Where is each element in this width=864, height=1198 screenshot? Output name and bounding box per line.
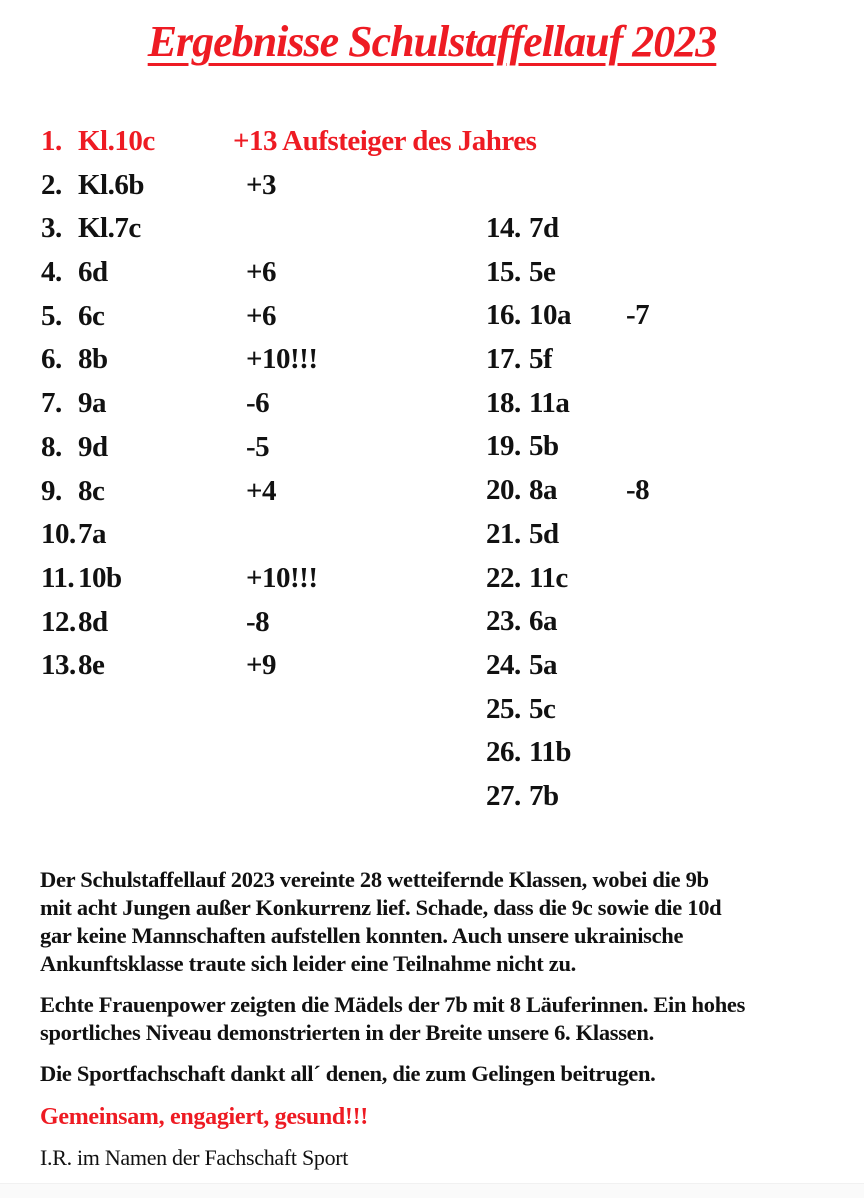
- result-row-16: [486, 294, 650, 338]
- rank-number: 23.: [486, 605, 521, 638]
- rank-number: 20.: [486, 474, 521, 507]
- result-row-25: [486, 688, 571, 732]
- paragraph-2: [40, 991, 834, 1047]
- rank-number: 3.: [41, 212, 62, 245]
- result-row-19: [486, 425, 571, 469]
- class-name: 11a: [529, 386, 570, 419]
- class-name: 7b: [529, 779, 559, 812]
- paragraph-line: sportliches Niveau demonstrierten in der Breite unsere 6. Klassen.: [40, 1020, 654, 1045]
- class-name: 6c: [78, 299, 105, 332]
- class-name: Kl.6b: [78, 168, 144, 201]
- class-name: 8d: [78, 605, 108, 638]
- class-name: 6d: [78, 256, 108, 289]
- rank-number: 27.: [486, 779, 521, 812]
- rank-number: 24.: [486, 648, 521, 681]
- class-name: 8a: [529, 474, 557, 507]
- result-row-23: [486, 600, 571, 644]
- rank-number: 21.: [486, 517, 521, 550]
- paragraph-3: [40, 1060, 834, 1088]
- rank-number: 1.: [41, 125, 62, 157]
- result-row-14: [486, 207, 571, 251]
- class-name: 5d: [529, 517, 559, 550]
- class-name: 8b: [78, 343, 108, 376]
- position-change: +4: [246, 474, 277, 507]
- rank-number: 11.: [41, 561, 75, 594]
- closing-slogan: Gemeinsam, engagiert, gesund!!!: [40, 1104, 368, 1130]
- class-name: 9d: [78, 430, 108, 463]
- result-row-17: [486, 338, 571, 382]
- class-name: 10a: [529, 299, 571, 332]
- position-change: +13 Aufsteiger des Jahres: [233, 125, 537, 157]
- class-name: 9a: [78, 387, 106, 420]
- result-row-12: [41, 601, 270, 645]
- position-change: +10!!!: [246, 343, 318, 376]
- rank-number: 8.: [41, 430, 62, 463]
- result-row-5: [41, 295, 277, 339]
- rank-number: 7.: [41, 387, 62, 420]
- position-change: +6: [246, 299, 277, 332]
- result-row-9: [41, 470, 277, 514]
- class-name: 10b: [78, 561, 122, 594]
- result-row-21: [486, 513, 571, 557]
- rank-number: 26.: [486, 736, 521, 769]
- paragraph-line: Ankunftsklasse traute sich leider eine Teilnahme nicht zu.: [40, 951, 576, 976]
- result-row-13: [41, 644, 277, 688]
- rank-number: 4.: [41, 256, 62, 289]
- class-name: 5f: [529, 343, 553, 376]
- result-row-2: [41, 164, 277, 208]
- result-row-7: [41, 382, 270, 426]
- result-row-10: [41, 513, 155, 557]
- result-row-27: [486, 775, 571, 819]
- rank-number: 2.: [41, 168, 62, 201]
- result-row-24: [486, 644, 571, 688]
- rank-number: 16.: [486, 299, 521, 332]
- paragraph-line: Der Schulstaffellauf 2023 vereinte 28 wetteifernde Klassen, wobei die 9b: [40, 867, 709, 892]
- paragraph-1: [40, 866, 834, 978]
- class-name: 7a: [78, 518, 106, 551]
- rank-number: 14.: [486, 212, 521, 244]
- paragraph-line: gar keine Mannschaften aufstellen konnten. Auch unsere ukrainische: [40, 923, 684, 948]
- rank-number: 25.: [486, 692, 521, 725]
- class-name: 5c: [529, 692, 556, 725]
- class-name: Kl.10c: [78, 125, 155, 157]
- result-row-1: [41, 120, 537, 164]
- position-change: +9: [246, 649, 277, 682]
- class-name: 6a: [529, 605, 557, 638]
- class-name: 11c: [529, 561, 568, 594]
- rank-number: 18.: [486, 386, 521, 419]
- position-change: -6: [246, 387, 270, 420]
- summary-section: [40, 866, 834, 1172]
- result-row-8: [41, 426, 270, 470]
- class-name: 7d: [529, 212, 559, 244]
- position-change: -5: [246, 430, 270, 463]
- rank-number: 19.: [486, 430, 521, 463]
- results-right-column: [486, 207, 650, 819]
- class-name: 5b: [529, 430, 559, 463]
- rank-number: 6.: [41, 343, 62, 376]
- paragraph-line: Echte Frauenpower zeigten die Mädels der 7b mit 8 Läuferinnen. Ein hohes: [40, 992, 746, 1017]
- class-name: 8c: [78, 474, 105, 507]
- paragraph-line: Die Sportfachschaft dankt all´ denen, die zum Gelingen beitrugen.: [40, 1061, 656, 1086]
- position-change: +6: [246, 256, 277, 289]
- result-row-4: [41, 251, 277, 295]
- signature-line: I.R. im Namen der Fachschaft Sport: [40, 1145, 349, 1170]
- rank-number: 22.: [486, 561, 521, 594]
- result-row-6: [41, 338, 318, 382]
- position-change: -8: [246, 605, 270, 638]
- rank-number: 17.: [486, 343, 521, 376]
- position-change: +3: [246, 168, 277, 201]
- result-row-3: [41, 207, 155, 251]
- position-change: +10!!!: [246, 561, 318, 594]
- class-name: 8e: [78, 649, 105, 682]
- class-name: 5a: [529, 648, 557, 681]
- result-row-15: [486, 251, 571, 295]
- paragraph-line: mit acht Jungen außer Konkurrenz lief. Schade, dass die 9c sowie die 10d: [40, 895, 722, 920]
- class-name: 5e: [529, 255, 556, 288]
- result-row-11: [41, 557, 318, 601]
- rank-number: 5.: [41, 299, 62, 332]
- rank-number: 9.: [41, 474, 62, 507]
- class-name: Kl.7c: [78, 212, 141, 245]
- page-title: Ergebnisse Schulstaffellauf 2023: [147, 17, 717, 66]
- rank-number: 10.: [41, 518, 76, 551]
- rank-number: 15.: [486, 255, 521, 288]
- position-change: -8: [626, 474, 650, 507]
- result-row-20: [486, 469, 650, 513]
- result-row-22: [486, 557, 571, 601]
- position-change: -7: [626, 299, 650, 332]
- rank-number: 13.: [41, 649, 76, 682]
- page-bottom-edge: [0, 1183, 864, 1198]
- rank-number: 12.: [41, 605, 76, 638]
- result-row-26: [486, 731, 571, 775]
- result-row-18: [486, 382, 571, 426]
- class-name: 11b: [529, 736, 572, 769]
